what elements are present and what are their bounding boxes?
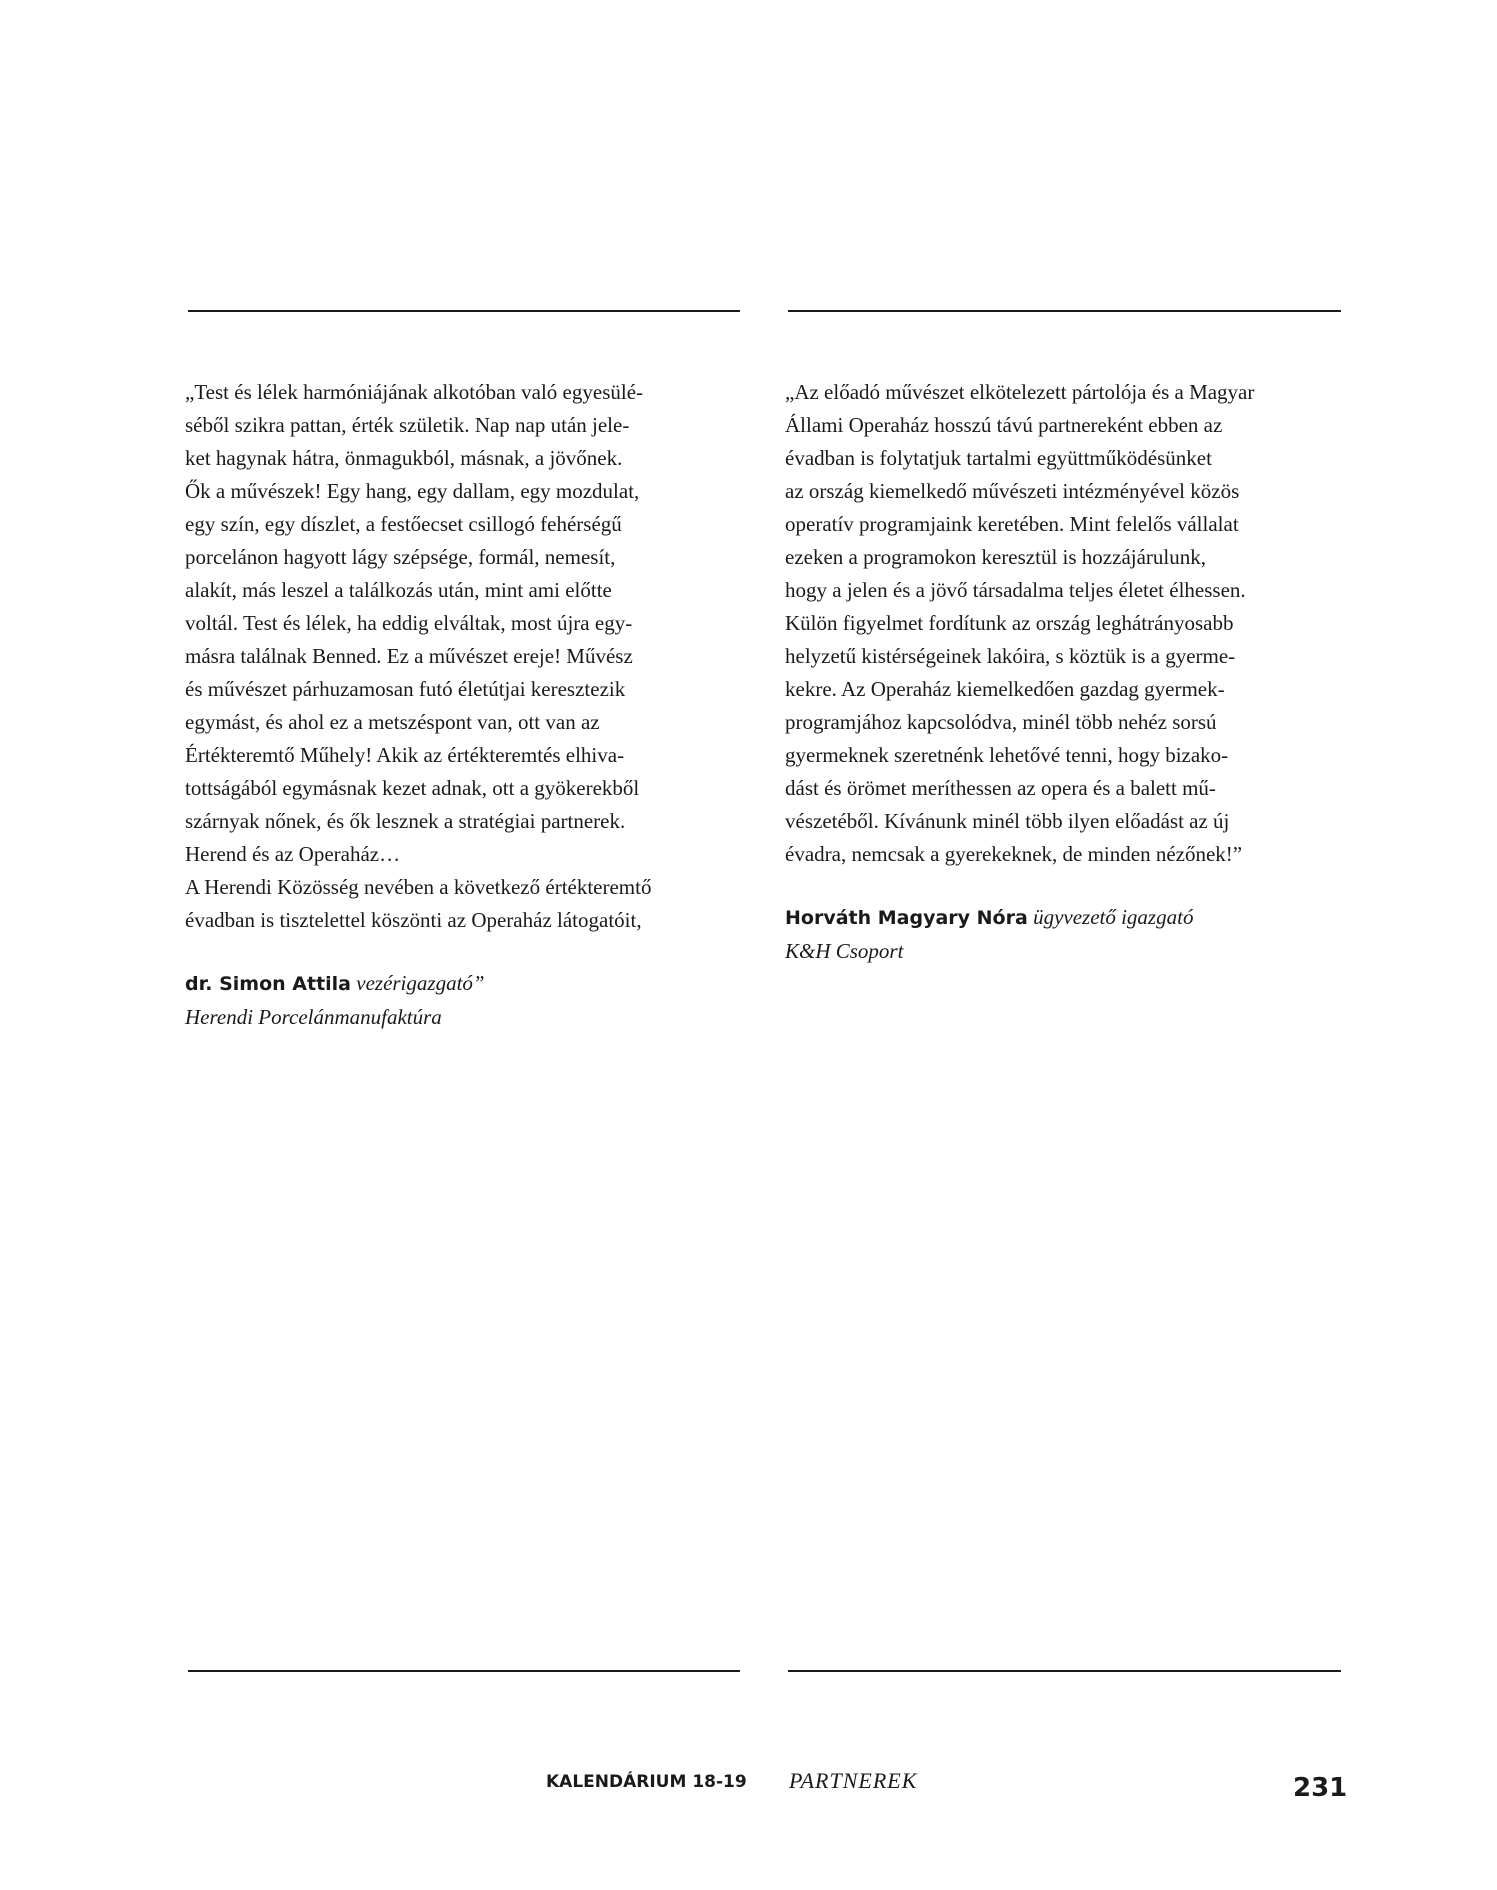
signature-company: K&H Csoport xyxy=(785,939,904,963)
right-quote-text: „Az előadó művészet elkötelezett pártolója és a Magyar Állami Operaház hosszú távú partnereként ebben az évadban is folytatjuk tartalmi együttműködésünket az ország kiemelkedő művészeti intézményével közös operatív programjaink keretében. Mint felelős vállalat ezeken a programokon keresztül is hozzájárulunk, hogy a jelen és a jövő társadalma teljes életet élhessen. Külön figyelmet fordítunk az ország leghátrányosabb helyzetű kistérségeinek lakóira, s köztük is a gyerme- kekre. Az Operaház kiemelkedően gazdag gyermek- programjához kapcsolódva, minél több nehéz sorsú gyermeknek szeretnénk lehetővé tenni, hogy bizako- dást és örömet meríthessen az opera és a balett mű- vészetéből. Kívánunk minél több ilyen előadást az új évadra, nemcsak a gyerekeknek, de minden nézőnek!” xyxy=(785,380,1255,866)
footer-magazine-title: KALENDÁRIUM 18-19 xyxy=(546,1772,747,1792)
right-quote-column xyxy=(785,376,1345,968)
signature-name: Horváth Magyary Nóra xyxy=(785,907,1028,929)
left-quote-column xyxy=(185,376,745,1034)
right-signature xyxy=(785,901,1345,968)
page-number: 231 xyxy=(1293,1773,1348,1803)
bottom-rule-right xyxy=(788,1670,1341,1672)
footer-section-title: PARTNEREK xyxy=(789,1768,918,1793)
left-quote-text: „Test és lélek harmóniájának alkotóban való egyesülé- séből szikra pattan, érték születik. Nap nap után jele- ket hagynak hátra, önmagukból, másnak, a jövőnek. Ők a művészek! Egy hang, egy dallam, egy mozdulat, egy szín, egy díszlet, a festőecset csillogó fehérségű porcelánon hagyott lágy szépsége, formál, nemesít, alakít, más leszel a találkozás után, mint ami előtte voltál. Test és lélek, ha eddig elváltak, most újra egy- másra találnak Benned. Ez a művészet ereje! Művész és művészet párhuzamosan futó életútjai keresztezik egymást, és ahol ez a metszéspont van, ott van az Értékteremtő Műhely! Akik az értékteremtés elhiva- tottságából egymásnak kezet adnak, ott a gyökerekből szárnyak nőnek, és ők lesznek a stratégiai partnerek. Herend és az Operaház… A Herendi Közösség nevében a következő értékteremtő évadban is tisztelettel köszönti az Operaház látogatóit, xyxy=(185,380,652,932)
signature-title: ügyvezető igazgató xyxy=(1033,905,1194,929)
top-rule-left xyxy=(188,310,740,312)
signature-company: Herendi Porcelánmanufaktúra xyxy=(185,1005,442,1029)
left-signature xyxy=(185,967,745,1034)
signature-title: vezérigazgató” xyxy=(356,971,485,995)
top-rule-right xyxy=(788,310,1341,312)
signature-name: dr. Simon Attila xyxy=(185,973,351,995)
bottom-rule-left xyxy=(188,1670,740,1672)
